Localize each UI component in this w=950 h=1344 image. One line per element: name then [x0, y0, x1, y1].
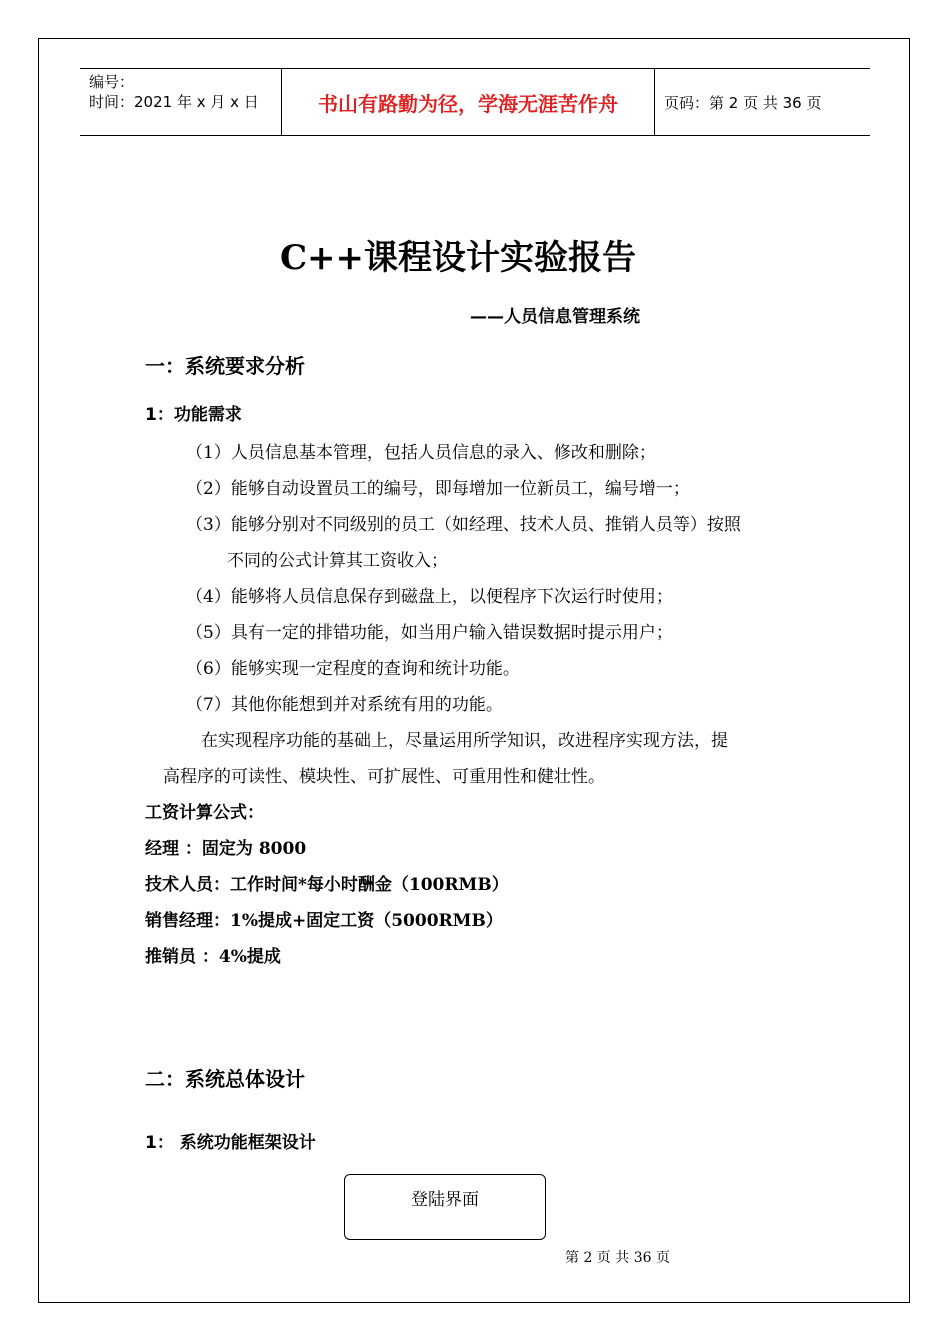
requirement-item: （3）能够分别对不同级别的员工（如经理、技术人员、推销人员等）按照: [186, 515, 741, 535]
formula-line: 销售经理：1%提成+固定工资（5000RMB）: [145, 911, 503, 931]
formula-line: 经理 ：固定为 8000: [145, 839, 307, 859]
section2-heading: 二：系统总体设计: [145, 1067, 305, 1091]
requirement-item: （2）能够自动设置员工的编号，即每增加一位新员工，编号增一；: [186, 479, 690, 499]
number-label: 编号：: [89, 73, 135, 91]
header-meta: [80, 69, 282, 135]
requirement-item: （1）人员信息基本管理，包括人员信息的录入、修改和删除；: [186, 443, 656, 463]
formula-line: 推销员 ：4%提成: [145, 947, 281, 967]
formula-heading: 工资计算公式：: [145, 803, 264, 823]
header-motto: 书山有路勤为径，学海无涯苦作舟: [282, 69, 655, 135]
requirement-item: （6）能够实现一定程度的查询和统计功能。: [186, 659, 520, 679]
section2-subheading: 1： 系统功能框架设计: [145, 1133, 316, 1153]
login-screen-label: 登陆界面: [411, 1190, 479, 1210]
document-title: C++课程设计实验报告: [279, 238, 637, 278]
summary-paragraph-line: 高程序的可读性、模块性、可扩展性、可重用性和健壮性。: [163, 767, 605, 787]
page-header: [80, 68, 870, 136]
formula-line: 技术人员：工作时间*每小时酬金（100RMB）: [145, 875, 509, 895]
header-page-info: 页码：第 2 页 共 36 页: [664, 93, 822, 112]
requirement-item: （5）具有一定的排错功能，如当用户输入错误数据时提示用户；: [186, 623, 673, 643]
section1-subheading: 1：功能需求: [145, 405, 242, 425]
requirement-item: （7）其他你能想到并对系统有用的功能。: [186, 695, 503, 715]
document-subtitle: ——人员信息管理系统: [470, 307, 640, 327]
time-label: 时间：2021 年 x 月 x 日: [89, 93, 259, 111]
summary-paragraph-line: 在实现程序功能的基础上，尽量运用所学知识，改进程序实现方法，提: [201, 731, 728, 751]
page-footer: 第 2 页 共 36 页: [565, 1250, 670, 1266]
login-screen-box: [344, 1174, 546, 1240]
requirement-item-continued: 不同的公式计算其工资收入；: [227, 551, 448, 571]
requirement-item: （4）能够将人员信息保存到磁盘上，以便程序下次运行时使用；: [186, 587, 673, 607]
section1-heading: 一：系统要求分析: [145, 354, 305, 378]
